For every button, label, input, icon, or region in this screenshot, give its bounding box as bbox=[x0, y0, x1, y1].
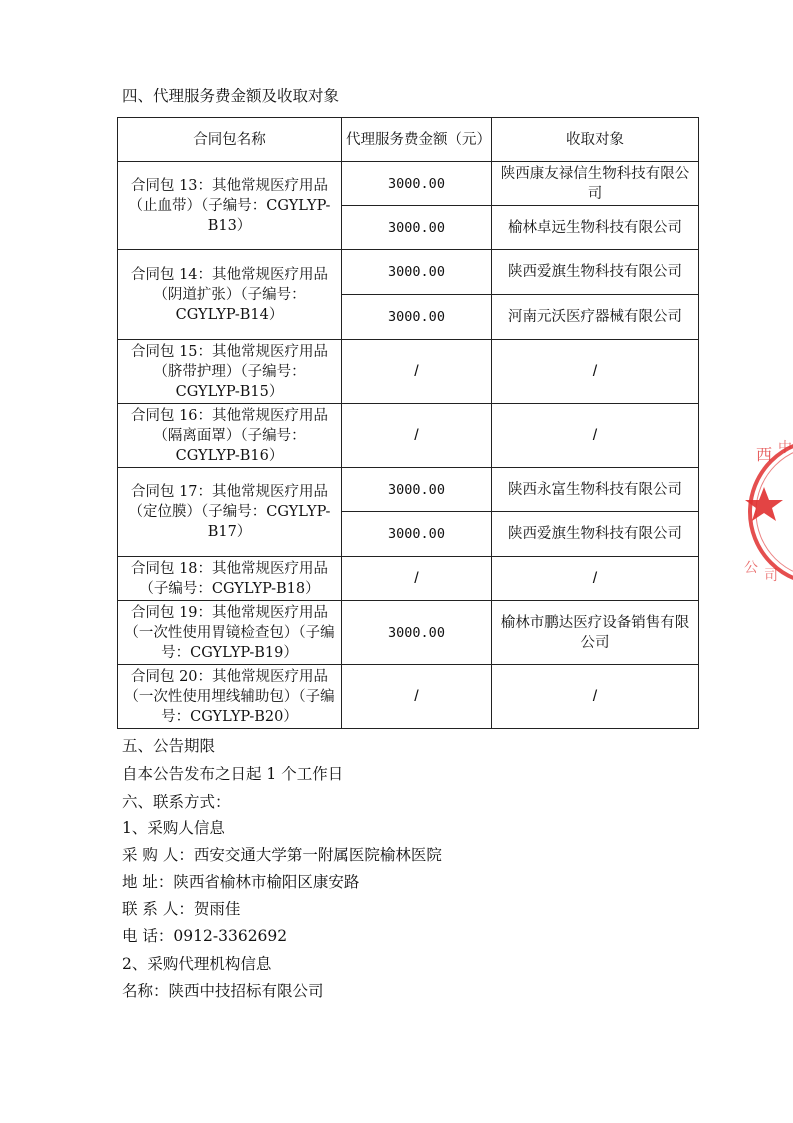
payee-cell: 榆林市鹏达医疗设备销售有限公司 bbox=[492, 601, 699, 665]
payee-cell: / bbox=[492, 557, 699, 601]
svg-text:公: 公 bbox=[744, 560, 758, 576]
table-row bbox=[118, 601, 699, 665]
payee-cell: / bbox=[492, 340, 699, 404]
payee-cell: 河南元沃医疗器械有限公司 bbox=[492, 295, 699, 340]
company-seal-icon bbox=[742, 432, 793, 592]
fee-cell: 3000.00 bbox=[342, 601, 492, 665]
purchaser-address: 地 址：陕西省榆林市榆阳区康安路 bbox=[122, 873, 360, 891]
payee-cell: 陕西爱旗生物科技有限公司 bbox=[492, 512, 699, 557]
fee-cell: 3000.00 bbox=[342, 162, 492, 206]
payee-cell: 陕西爱旗生物科技有限公司 bbox=[492, 250, 699, 295]
fee-cell: 3000.00 bbox=[342, 468, 492, 512]
package-name-cell: 合同包 18：其他常规医疗用品（子编号：CGYLYP-B18） bbox=[118, 557, 342, 601]
package-name-cell: 合同包 14：其他常规医疗用品（阴道扩张）（子编号：CGYLYP-B14） bbox=[118, 250, 342, 340]
payee-cell: / bbox=[492, 404, 699, 468]
purchaser-name: 采 购 人：西安交通大学第一附属医院榆林医院 bbox=[122, 846, 442, 864]
payee-cell: / bbox=[492, 665, 699, 729]
agency-name: 名称：陕西中技招标有限公司 bbox=[122, 982, 324, 1000]
agency-fee-table bbox=[117, 117, 699, 729]
header-package-name: 合同包名称 bbox=[118, 118, 342, 162]
table-row bbox=[118, 404, 699, 468]
section-4-title: 四、代理服务费金额及收取对象 bbox=[122, 87, 340, 105]
table-row bbox=[118, 340, 699, 404]
announcement-period-text: 自本公告发布之日起 1 个工作日 bbox=[122, 765, 344, 783]
header-payee: 收取对象 bbox=[492, 118, 699, 162]
package-name-cell: 合同包 13：其他常规医疗用品（止血带）（子编号：CGYLYP-B13） bbox=[118, 162, 342, 250]
payee-cell: 陕西永富生物科技有限公司 bbox=[492, 468, 699, 512]
package-name-cell: 合同包 19：其他常规医疗用品（一次性使用胃镜检查包）（子编号：CGYLYP-B19） bbox=[118, 601, 342, 665]
section-6-title: 六、联系方式： bbox=[122, 793, 231, 811]
fee-cell: 3000.00 bbox=[342, 512, 492, 557]
table-row bbox=[118, 665, 699, 729]
table-row bbox=[118, 468, 699, 512]
table-row bbox=[118, 557, 699, 601]
payee-cell: 榆林卓远生物科技有限公司 bbox=[492, 206, 699, 250]
package-name-cell: 合同包 15：其他常规医疗用品（脐带护理）（子编号：CGYLYP-B15） bbox=[118, 340, 342, 404]
package-name-cell: 合同包 20：其他常规医疗用品（一次性使用埋线辅助包）（子编号：CGYLYP-B20） bbox=[118, 665, 342, 729]
svg-text:司: 司 bbox=[764, 568, 778, 584]
svg-text:中: 中 bbox=[778, 440, 792, 456]
purchaser-heading: 1、采购人信息 bbox=[122, 819, 225, 837]
fee-cell: / bbox=[342, 557, 492, 601]
package-name-cell: 合同包 16：其他常规医疗用品（隔离面罩）（子编号：CGYLYP-B16） bbox=[118, 404, 342, 468]
table-header-row bbox=[118, 118, 699, 162]
svg-text:西: 西 bbox=[756, 445, 773, 464]
table-row bbox=[118, 162, 699, 206]
fee-cell: 3000.00 bbox=[342, 250, 492, 295]
fee-cell: 3000.00 bbox=[342, 206, 492, 250]
section-5-title: 五、公告期限 bbox=[122, 737, 216, 755]
header-fee: 代理服务费金额（元） bbox=[342, 118, 492, 162]
purchaser-contact: 联 系 人：贺雨佳 bbox=[122, 900, 241, 918]
fee-cell: / bbox=[342, 340, 492, 404]
payee-cell: 陕西康友禄信生物科技有限公司 bbox=[492, 162, 699, 206]
package-name-cell: 合同包 17：其他常规医疗用品（定位膜）（子编号：CGYLYP-B17） bbox=[118, 468, 342, 557]
table-row bbox=[118, 250, 699, 295]
fee-cell: / bbox=[342, 665, 492, 729]
agency-heading: 2、采购代理机构信息 bbox=[122, 955, 272, 973]
fee-cell: 3000.00 bbox=[342, 295, 492, 340]
fee-cell: / bbox=[342, 404, 492, 468]
purchaser-phone: 电 话：0912-3362692 bbox=[122, 927, 288, 945]
